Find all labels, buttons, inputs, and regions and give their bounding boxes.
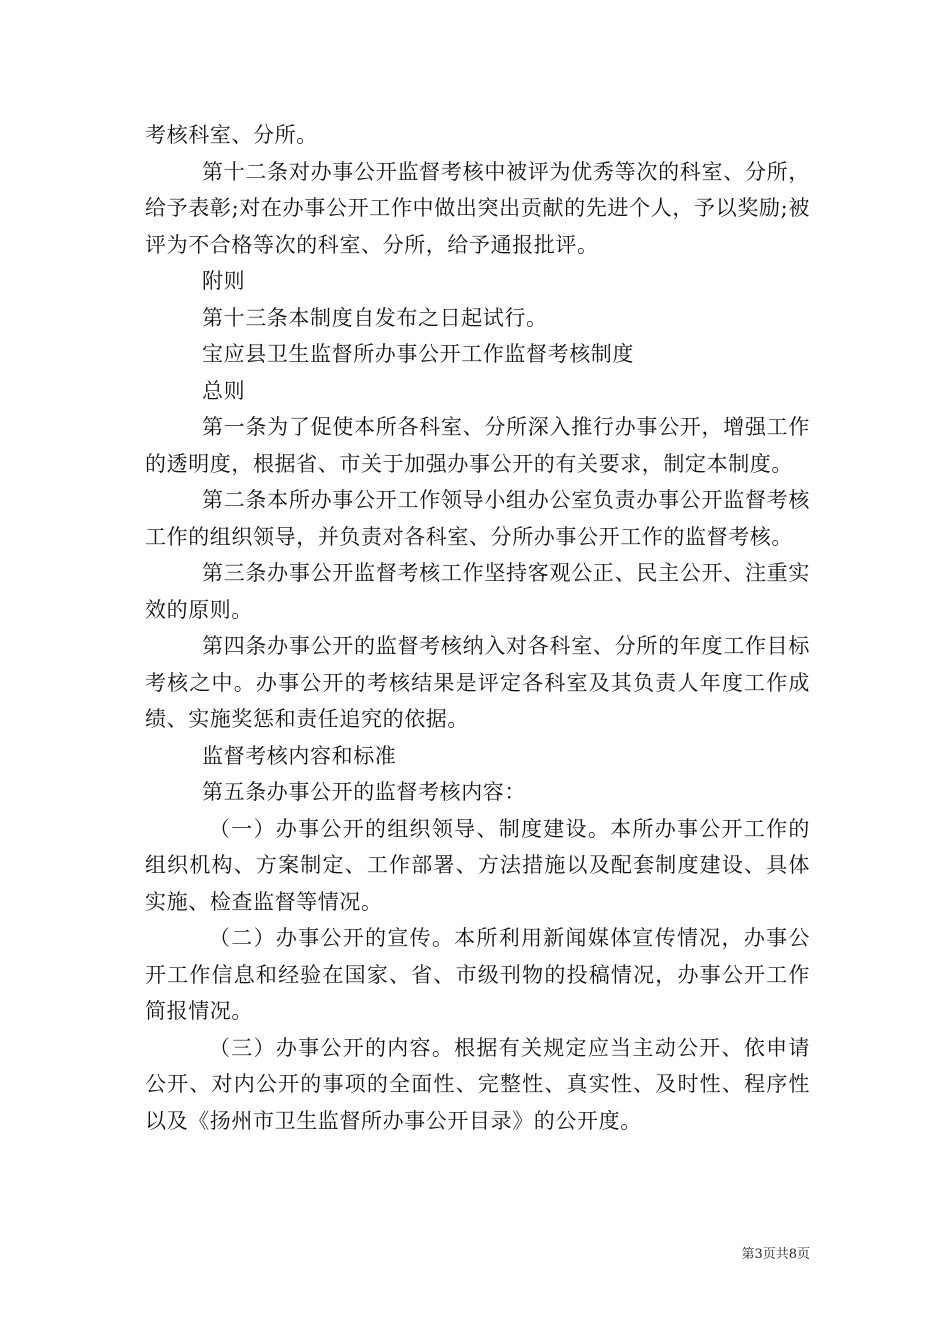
paragraph-13: （一）办事公开的组织领导、制度建设。本所办事公开工作的组织机构、方案制定、工作部署、方法措施以及配套制度建设、具体实施、检查监督等情况。 <box>145 816 810 914</box>
paragraph-8: 第二条本所办事公开工作领导小组办公室负责办事公开监督考核工作的组织领导，并负责对各科室、分所办事公开工作的监督考核。 <box>145 488 810 549</box>
paragraph-7: 第一条为了促使本所各科室、分所深入推行办事公开，增强工作的透明度，根据省、市关于加强办事公开的有关要求，制定本制度。 <box>145 415 810 476</box>
section-heading-general: 总则 <box>202 378 246 403</box>
paragraph-15: （三）办事公开的内容。根据有关规定应当主动公开、依申请公开、对内公开的事项的全面性、完整性、真实性、及时性、程序性以及《扬州市卫生监督所办事公开目录》的公开度。 <box>145 1035 810 1133</box>
section-heading-appendix: 附则 <box>202 269 246 293</box>
document-title: 宝应县卫生监督所办事公开工作监督考核制度 <box>202 342 634 366</box>
page-number: 第3页共8页 <box>741 1247 810 1262</box>
paragraph-14: （二）办事公开的宣传。本所利用新闻媒体宣传情况，办事公开工作信息和经验在国家、省、市级刊物的投稿情况，办事公开工作简报情况。 <box>145 926 810 1023</box>
document-body <box>145 117 810 1139</box>
paragraph-9: 第三条办事公开监督考核工作坚持客观公正、民主公开、注重实效的原则。 <box>145 561 810 622</box>
paragraph-4: 第十三条本制度自发布之日起试行。 <box>202 305 548 330</box>
paragraph-10: 第四条办事公开的监督考核纳入对各科室、分所的年度工作目标考核之中。办事公开的考核结果是评定各科室及其负责人年度工作成绩、实施奖惩和责任追究的依据。 <box>145 634 810 731</box>
paragraph-12: 第五条办事公开的监督考核内容： <box>202 780 526 804</box>
paragraph-2: 第十二条对办事公开监督考核中被评为优秀等次的科室、分所，给予表彰;对在办事公开工作中做出突出贡献的先进个人，予以奖励;被评为不合格等次的科室、分所，给予通报批评。 <box>145 159 810 257</box>
section-heading-content-standards: 监督考核内容和标准 <box>202 743 397 768</box>
paragraph-1: 考核科室、分所。 <box>145 123 318 147</box>
